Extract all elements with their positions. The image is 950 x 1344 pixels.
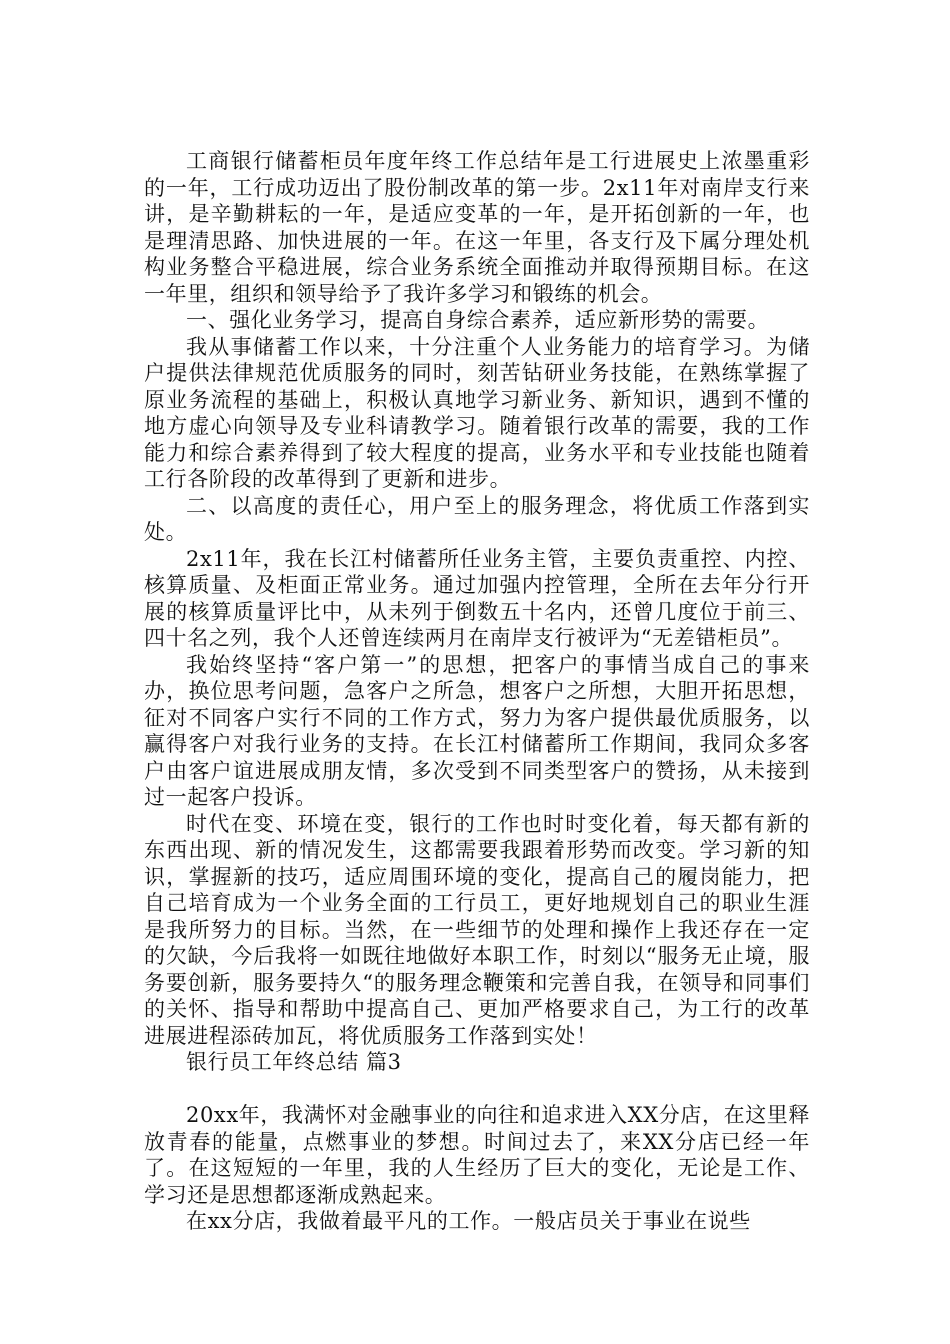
body-paragraph: 时代在变、环境在变，银行的工作也时时变化着，每天都有新的东西出现、新的情况发生，这都需要我跟着形势而改变。学习新的知识，掌握新的技巧，适应周围环境的变化，提高自己的履岗能力，把自己培育成为一个业务全面的工行员工，更好地规划自己的职业生涯是我所努力的目标。当然，在一些细节的处理和操作上我还存在一定的欠缺，今后我将一如既往地做好本职工作，时刻以“服务无止境，服务要创新，服务要持久“的服务理念鞭策和完善自我，在领导和同事们的关怀、指导和帮助中提高自己、更加严格要求自己，为工行的改革进展进程添砖加瓦，将优质服务工作落到实处！ <box>144 811 810 1048</box>
intro-paragraph: 工商银行储蓄柜员年度年终工作总结年是工行进展史上浓墨重彩的一年，工行成功迈出了股份制改革的第一步。2x11年对南岸支行来讲，是辛勤耕耘的一年，是适应变革的一年，是开拓创新的一年，也是理清思路、加快进展的一年。在这一年里，各支行及下属分理处机构业务整合平稳进展，综合业务系统全面推动并取得预期目标。在这一年里，组织和领导给予了我许多学习和锻练的机会。 <box>144 149 810 306</box>
document-body <box>144 148 810 1235</box>
section-heading-2: 二、以高度的责任心，用户至上的服务理念，将优质工作落到实处。 <box>144 493 810 544</box>
body-paragraph: 我从事储蓄工作以来，十分注重个人业务能力的培育学习。为储户提供法律规范优质服务的同时，刻苦钻研业务技能，在熟练掌握了原业务流程的基础上，积极认真地学习新业务、新知识，遇到不懂的地方虚心向领导及专业科请教学习。随着银行改革的需要，我的工作能力和综合素养得到了较大程度的提高，业务水平和专业技能也随着工行各阶段的改革得到了更新和进步。 <box>144 334 810 491</box>
body-paragraph: 我始终坚持“客户第一”的思想，把客户的事情当成自己的事来办，换位思考问题，急客户之所急，想客户之所想，大胆开拓思想，征对不同客户实行不同的工作方式，努力为客户提供最优质服务，以赢得客户对我行业务的支持。在长江村储蓄所工作期间，我同众多客户由客户谊进展成朋友情，多次受到不同类型客户的赞扬，从未接到过一起客户投诉。 <box>144 652 810 809</box>
body-paragraph: 在xx分店，我做着最平凡的工作。一般店员关于事业在说些 <box>186 1209 751 1233</box>
article-title: 银行员工年终总结 篇3 <box>186 1050 402 1074</box>
section-heading-1: 一、强化业务学习，提高自身综合素养，适应新形势的需要。 <box>186 308 770 332</box>
body-paragraph: 2x11年，我在长江村储蓄所任业务主管，主要负责重控、内控、核算质量、及柜面正常业务。通过加强内控管理，全所在去年分行开展的核算质量评比中，从未列于倒数五十名内，还曾几度位于前三、四十名之列，我个人还曾连续两月在南岸支行被评为“无差错柜员”。 <box>144 546 810 650</box>
body-paragraph: 20xx年，我满怀对金融事业的向往和追求进入XX分店，在这里释放青春的能量，点燃事业的梦想。时间过去了，来XX分店已经一年了。在这短短的一年里，我的人生经历了巨大的变化，无论是工作、学习还是思想都逐渐成熟起来。 <box>144 1103 810 1207</box>
